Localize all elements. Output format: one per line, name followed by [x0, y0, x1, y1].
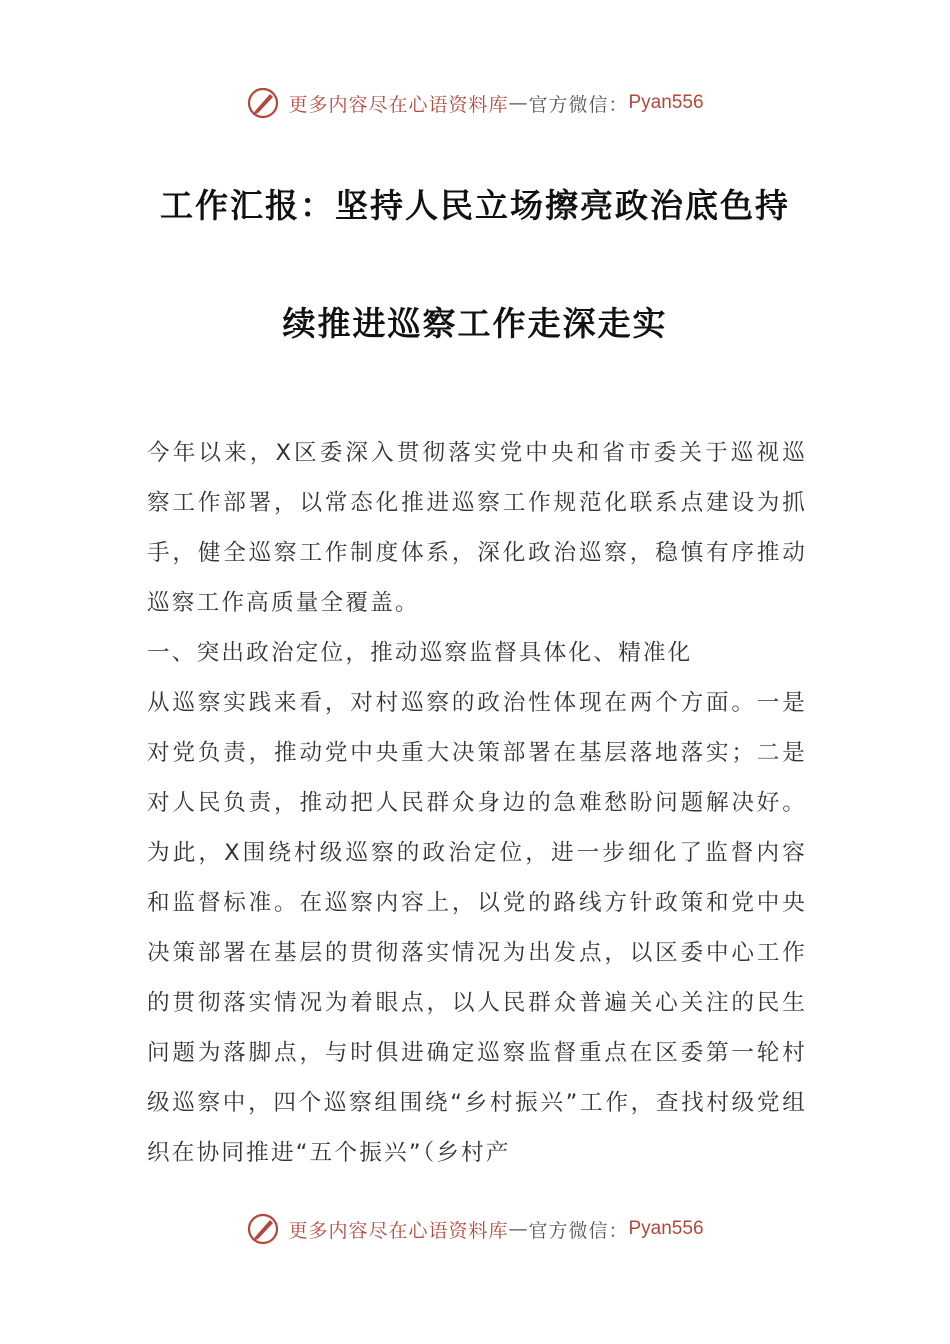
banner-site-name: 更多内容尽在心语资料库 [288, 1219, 509, 1242]
banner-wechat-label: 官方微信： [528, 93, 629, 116]
banner-dash: — [508, 92, 529, 114]
banner-wechat-label: 官方微信： [528, 1219, 629, 1242]
intro-paragraph: 今年以来，X区委深入贯彻落实党中央和省市委关于巡视巡察工作部署，以常态化推进巡察工作规范化联系点建设为抓手，健全巡察工作制度体系，深化政治巡察，稳慎有序推动巡察工作高质量全覆盖。 [147, 440, 807, 616]
document-title-line-2: 续推进巡察工作走深走实 [282, 304, 668, 343]
pen-circle-logo-icon [246, 86, 280, 120]
banner-site-name: 更多内容尽在心语资料库 [288, 93, 509, 116]
banner-dash: — [508, 1218, 529, 1240]
document-title-line-1: 工作汇报：坚持人民立场擦亮政治底色持 [160, 186, 790, 225]
banner-wechat-id: Pyan556 [628, 92, 704, 113]
pen-circle-logo-icon [246, 1212, 280, 1246]
footer-watermark-banner [0, 1209, 950, 1249]
section-1-paragraph: 从巡察实践来看，对村巡察的政治性体现在两个方面。一是对党负责，推动党中央重大决策部署在基层落地落实；二是对人民负责，推动把人民群众身边的急难愁盼问题解决好。为此，X围绕村级巡察的政治定位，进一步细化了监督内容和监督标准。在巡察内容上，以党的路线方针政策和党中央决策部署在基层的贯彻落实情况为出发点，以区委中心工作的贯彻落实情况为着眼点，以人民群众普遍关心关注的民生问题为落脚点，与时俱进确定巡察监督重点在区委第一轮村级巡察中，四个巡察组围绕“乡村振兴”工作，查找村级党组织在协同推进“五个振兴”（乡村产 [147, 690, 807, 1166]
banner-wechat-id: Pyan556 [628, 1218, 704, 1239]
document-body [147, 428, 807, 1178]
section-1-heading: 一、突出政治定位，推动巡察监督具体化、精准化 [147, 640, 693, 666]
header-watermark-banner [0, 83, 950, 123]
